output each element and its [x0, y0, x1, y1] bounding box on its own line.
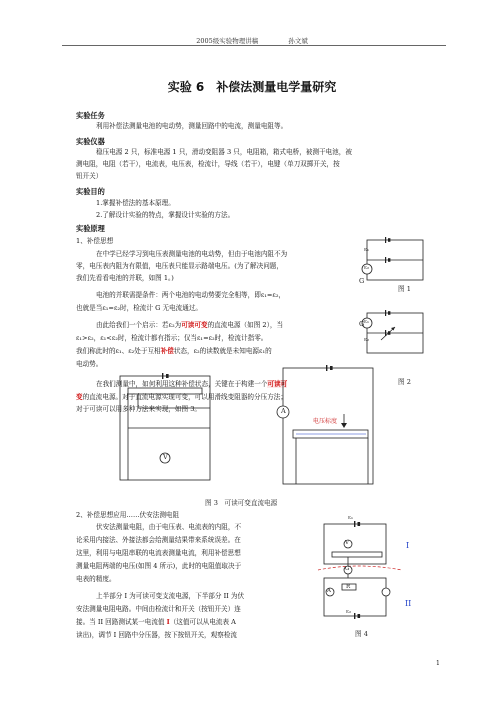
- text-p6-3b: （这值可以从电流表 A: [169, 618, 236, 626]
- figure-3-circuit: [118, 368, 388, 498]
- text-p3-1a: 由此给我们一个启示：若ε₂为: [96, 321, 182, 329]
- header-course: 2005级实验物理讲稿: [196, 37, 259, 45]
- fig4-e2: ε₂: [346, 609, 352, 615]
- header-author: 孙文斌: [288, 37, 308, 45]
- fig3-A: A: [281, 407, 286, 415]
- text-p6-2: 安法测量电阻电路。中间由检流计和开关（按钮开关）连: [76, 605, 241, 613]
- fig2-e2: ε₂: [364, 337, 370, 343]
- subheading-2: 2、补偿思想应用……伏安法测电阻: [76, 511, 180, 519]
- text-p5-1: 伏安法测量电阻，由于电压表、电流表的内阻，不: [96, 523, 242, 531]
- text-p5-5: 电表的精度。: [76, 575, 116, 583]
- highlight-current-I: I: [166, 618, 170, 626]
- fig2-G: G: [359, 320, 365, 328]
- fig2-e1: ε₁: [364, 319, 370, 325]
- text-p3-4: 电动势。: [76, 360, 103, 368]
- text-p3-2: ε₁>ε₂，ε₁<ε₂时，检流计都有指示；仅当ε₁=ε₂时，检流计指零。: [76, 334, 268, 342]
- fig2-caption: 图 2: [398, 378, 411, 386]
- fig4-caption: 图 4: [355, 630, 368, 638]
- heading-task: 实验任务: [76, 111, 105, 120]
- header-rule: [62, 45, 446, 46]
- text-p3-3a: 我们称此时的ε₁、ε₂处于互相: [76, 347, 161, 355]
- text-p2-2: 也就是当ε₁=ε₂时，检流计 G 无电流通过。: [76, 304, 203, 312]
- text-equip-2: 测电阻，电阻（若干），电流表，电压表，检流计，导线（若干），电键（单刀双掷开关，按: [76, 160, 340, 168]
- text-p6-3a: 接。当 II 回路测试某一电流值: [76, 618, 167, 626]
- fig3-V: V: [163, 453, 168, 461]
- page-number: 1: [436, 660, 440, 667]
- text-p6-3: [76, 617, 236, 629]
- fig4-G: G: [345, 566, 350, 572]
- subheading-1: 1、补偿思想: [76, 237, 114, 245]
- text-p4-3: 对于可读可以用多种方法来实现，如图 3。: [76, 405, 201, 413]
- highlight-readable-variable-2: 可读可: [267, 380, 288, 388]
- fig1-e1: ε₁: [364, 247, 370, 253]
- fig1-G: G: [359, 277, 365, 285]
- text-p5-3: 这里，利用与电阻串联的电流表测量电流，利用补偿思想: [76, 549, 241, 557]
- text-p1-1: 在中学已经学习到电压表测量电池的电动势，但由于电池内阻不为: [96, 250, 288, 258]
- fig3-caption: 图 3 可读可变直流电源: [205, 499, 278, 507]
- text-p2-1: 电池的并联需提条件：两个电池的电动势要完全相等，即ε₁=ε₂，: [96, 291, 286, 299]
- heading-equipment: 实验仪器: [76, 137, 105, 146]
- highlight-compensation: 补偿: [160, 347, 174, 355]
- heading-principle: 实验原理: [76, 224, 105, 233]
- text-p1-2: 零，电压表内阻为有限值，电压表只能显示路端电压。(为了解决问题，: [76, 262, 283, 270]
- fig4-label-I: I: [406, 541, 410, 550]
- page-header: [0, 36, 504, 45]
- heading-goal: 实验目的: [76, 187, 105, 196]
- text-p3-1b: 的直流电源（如图 2），当: [207, 321, 284, 329]
- page-title: 实验 6 补偿法测量电学量研究: [167, 80, 337, 94]
- text-p3-3b: 状态，ε₂的读数就是未知电源ε₁的: [173, 347, 272, 355]
- text-task: 利用补偿法测量电池的电动势，测量回路中的电流，测量电阻等。: [96, 122, 288, 130]
- text-equip-1: 稳压电源 2 只，标准电源 1 只，滑动变阻器 3 只，电阻箱，箱式电桥，被测干电池，被: [96, 148, 352, 156]
- text-p5-4: 测量电阻两端的电压(如图 4 所示)，此时的电阻值取决于: [76, 562, 242, 570]
- text-p6-1: 上半部分 I 为可读可变支流电源，下半部分 II 为伏: [96, 592, 245, 600]
- text-p5-2: 论采用内接法、外接法都会给测量结果带来系统误差。在: [76, 536, 241, 544]
- fig4-label-II: II: [405, 599, 412, 608]
- text-equip-3: 钮开关）: [76, 172, 103, 180]
- fig4-e1: ε₁: [348, 515, 354, 521]
- figure-1-circuit: [355, 240, 425, 280]
- text-goal-2: 2.了解设计实验的特点，掌握设计实验的方法。: [96, 211, 235, 219]
- figure-4-circuit: [318, 520, 408, 620]
- fig3-scale-label: 电压标度: [313, 418, 338, 425]
- text-p4-1a: 在我们测量中，如何利用这种补偿状态，关键在于构建一个: [96, 380, 268, 388]
- text-p6-4: 读出)，调节 I 回路中分压器，按下按钮开关，观察检流: [76, 631, 238, 639]
- text-p4-2b: 的直流电源。对于直流电源实现可变，可以用滑线变阻器的分压方法；: [82, 393, 287, 401]
- fig4-R: R: [346, 584, 351, 590]
- highlight-readable-variable: 可读可变: [181, 321, 208, 329]
- fig1-caption: 图 1: [398, 285, 411, 293]
- fig1-e2: ε₂: [364, 265, 370, 271]
- fig4-V: V: [345, 540, 349, 546]
- fig4-A: A: [327, 588, 331, 594]
- text-p1-3: 我们先看看电池的并联，如图 1。): [76, 274, 174, 282]
- text-p3-3: [76, 346, 272, 358]
- text-goal-1: 1.掌握补偿法的基本原理。: [96, 199, 175, 207]
- highlight-variable: 变: [76, 393, 83, 401]
- text-p3-1: [96, 320, 283, 332]
